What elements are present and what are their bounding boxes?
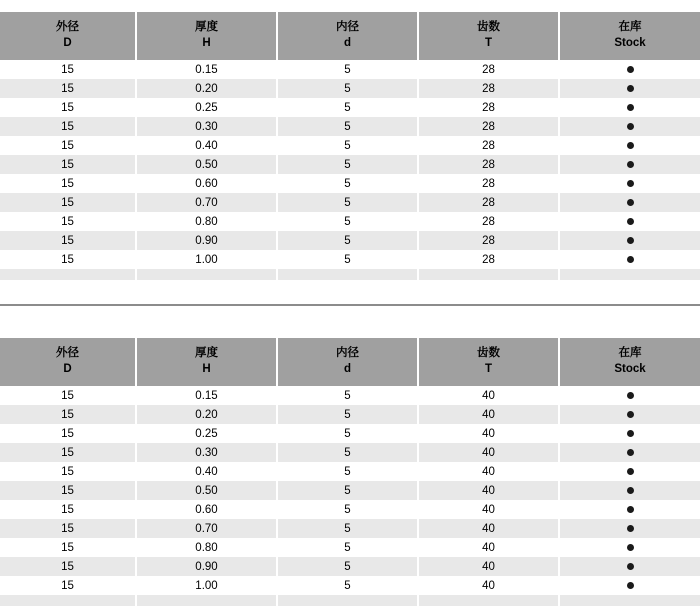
cell-teeth-count: 28 [418, 79, 559, 98]
cell-stock [559, 481, 700, 500]
cell-stock [559, 424, 700, 443]
cell-outer-diameter: 15 [0, 250, 136, 269]
cell-inner-diameter: 5 [277, 136, 418, 155]
stock-dot-icon [627, 525, 634, 532]
cell-thickness: 0.15 [136, 60, 277, 79]
header-label-en: D [63, 36, 72, 49]
stock-dot-icon [627, 430, 634, 437]
cell-outer-diameter: 15 [0, 557, 136, 576]
cell-thickness: 0.20 [136, 79, 277, 98]
stock-dot-icon [627, 142, 634, 149]
cell-thickness: 0.40 [136, 136, 277, 155]
cell-inner-diameter: 5 [277, 424, 418, 443]
cell-inner-diameter: 5 [277, 60, 418, 79]
table-row [0, 174, 700, 193]
cell-stock [559, 500, 700, 519]
cell-inner-diameter: 5 [277, 386, 418, 405]
cell-outer-diameter: 15 [0, 576, 136, 595]
stock-dot-icon [627, 66, 634, 73]
stock-dot-icon [627, 256, 634, 263]
cell-thickness: 0.30 [136, 443, 277, 462]
header-label-en: H [202, 362, 211, 375]
cell-outer-diameter: 15 [0, 519, 136, 538]
stock-dot-icon [627, 392, 634, 399]
header-label-cn: 内径 [336, 347, 359, 360]
column-header-teeth-count [418, 12, 559, 60]
cell-outer-diameter: 15 [0, 443, 136, 462]
cell-inner-diameter: 5 [277, 79, 418, 98]
cell-inner-diameter: 5 [277, 519, 418, 538]
table-row [0, 557, 700, 576]
cell-teeth-count: 40 [418, 481, 559, 500]
table-header [0, 338, 700, 386]
header-label-en: D [63, 362, 72, 375]
cell-teeth-count: 40 [418, 576, 559, 595]
cell-thickness: 0.90 [136, 557, 277, 576]
table-body [0, 60, 700, 280]
table-header [0, 12, 700, 60]
header-label-en: T [484, 362, 493, 375]
cell-thickness: 0.30 [136, 117, 277, 136]
table-row [0, 576, 700, 595]
cell-stock [559, 155, 700, 174]
header-label-en: T [484, 36, 493, 49]
stock-dot-icon [627, 544, 634, 551]
cell-thickness: 0.60 [136, 500, 277, 519]
cell-teeth-count: 40 [418, 462, 559, 481]
cell-outer-diameter: 15 [0, 174, 136, 193]
cell-inner-diameter: 5 [277, 405, 418, 424]
column-header-teeth-count [418, 338, 559, 386]
spec-table-28-teeth [0, 12, 700, 280]
cell-stock [559, 538, 700, 557]
header-label-cn: 齿数 [477, 21, 500, 33]
cell-inner-diameter: 5 [277, 481, 418, 500]
cell-thickness: 0.40 [136, 462, 277, 481]
cell-stock [559, 386, 700, 405]
cell-stock [559, 250, 700, 269]
header-row [0, 338, 700, 386]
cell-thickness: 0.70 [136, 193, 277, 212]
header-label-en: Stock [614, 36, 646, 49]
stock-dot-icon [627, 237, 634, 244]
table-row [0, 481, 700, 500]
cell-outer-diameter: 15 [0, 538, 136, 557]
cell-thickness: 1.00 [136, 576, 277, 595]
header-label-en: d [343, 362, 352, 375]
cell-stock [559, 443, 700, 462]
cell-outer-diameter: 15 [0, 98, 136, 117]
cell-stock [559, 79, 700, 98]
cell-inner-diameter: 5 [277, 174, 418, 193]
cell-teeth-count: 40 [418, 500, 559, 519]
header-label-cn: 内径 [336, 21, 359, 33]
table-footer-band [0, 595, 700, 606]
cell-teeth-count: 40 [418, 538, 559, 557]
cell-stock [559, 174, 700, 193]
stock-dot-icon [627, 449, 634, 456]
table-row [0, 405, 700, 424]
table-footer-band [0, 269, 700, 280]
stock-dot-icon [627, 582, 634, 589]
cell-thickness: 0.80 [136, 538, 277, 557]
stock-dot-icon [627, 468, 634, 475]
cell-teeth-count: 40 [418, 405, 559, 424]
cell-outer-diameter: 15 [0, 462, 136, 481]
cell-inner-diameter: 5 [277, 98, 418, 117]
table-row [0, 60, 700, 79]
table-row [0, 136, 700, 155]
column-header-stock [559, 338, 700, 386]
header-label-cn: 在库 [618, 21, 642, 33]
cell-teeth-count: 40 [418, 557, 559, 576]
cell-outer-diameter: 15 [0, 231, 136, 250]
cell-outer-diameter: 15 [0, 117, 136, 136]
cell-thickness: 0.50 [136, 481, 277, 500]
table-row [0, 250, 700, 269]
table-row [0, 500, 700, 519]
header-label-cn: 齿数 [477, 347, 500, 360]
cell-teeth-count: 28 [418, 231, 559, 250]
column-header-thickness [136, 12, 277, 60]
cell-inner-diameter: 5 [277, 500, 418, 519]
cell-stock [559, 405, 700, 424]
stock-dot-icon [627, 85, 634, 92]
stock-dot-icon [627, 161, 634, 168]
table-row [0, 155, 700, 174]
cell-teeth-count: 28 [418, 212, 559, 231]
cell-stock [559, 60, 700, 79]
cell-teeth-count: 28 [418, 60, 559, 79]
table-row [0, 519, 700, 538]
cell-stock [559, 576, 700, 595]
stock-dot-icon [627, 180, 634, 187]
cell-teeth-count: 28 [418, 98, 559, 117]
cell-outer-diameter: 15 [0, 60, 136, 79]
cell-stock [559, 98, 700, 117]
column-header-outer-diameter [0, 12, 136, 60]
table-row [0, 386, 700, 405]
column-header-inner-diameter [277, 338, 418, 386]
cell-outer-diameter: 15 [0, 136, 136, 155]
cell-outer-diameter: 15 [0, 424, 136, 443]
header-label-cn: 外径 [56, 347, 79, 360]
header-label-cn: 在库 [618, 347, 642, 360]
cell-inner-diameter: 5 [277, 557, 418, 576]
cell-stock [559, 519, 700, 538]
cell-outer-diameter: 15 [0, 193, 136, 212]
column-header-stock [559, 12, 700, 60]
cell-teeth-count: 40 [418, 386, 559, 405]
cell-thickness: 0.15 [136, 386, 277, 405]
cell-inner-diameter: 5 [277, 193, 418, 212]
cell-outer-diameter: 15 [0, 386, 136, 405]
cell-teeth-count: 28 [418, 136, 559, 155]
cell-teeth-count: 40 [418, 443, 559, 462]
cell-thickness: 0.50 [136, 155, 277, 174]
cell-teeth-count: 28 [418, 250, 559, 269]
cell-thickness: 0.70 [136, 519, 277, 538]
cell-stock [559, 212, 700, 231]
cell-thickness: 0.20 [136, 405, 277, 424]
table-row [0, 98, 700, 117]
cell-inner-diameter: 5 [277, 462, 418, 481]
cell-outer-diameter: 15 [0, 500, 136, 519]
cell-outer-diameter: 15 [0, 155, 136, 174]
column-header-inner-diameter [277, 12, 418, 60]
cell-outer-diameter: 15 [0, 212, 136, 231]
header-label-cn: 外径 [56, 21, 79, 33]
stock-dot-icon [627, 563, 634, 570]
cell-inner-diameter: 5 [277, 117, 418, 136]
table-row [0, 231, 700, 250]
table-row [0, 117, 700, 136]
cell-teeth-count: 28 [418, 174, 559, 193]
cell-inner-diameter: 5 [277, 443, 418, 462]
cell-inner-diameter: 5 [277, 538, 418, 557]
column-header-outer-diameter [0, 338, 136, 386]
header-label-cn: 厚度 [195, 21, 218, 33]
stock-dot-icon [627, 104, 634, 111]
section-divider [0, 280, 700, 338]
cell-thickness: 0.25 [136, 98, 277, 117]
stock-dot-icon [627, 411, 634, 418]
cell-teeth-count: 40 [418, 424, 559, 443]
table-row [0, 443, 700, 462]
top-spacer [0, 0, 700, 12]
cell-teeth-count: 28 [418, 117, 559, 136]
cell-inner-diameter: 5 [277, 155, 418, 174]
cell-teeth-count: 28 [418, 193, 559, 212]
stock-dot-icon [627, 123, 634, 130]
table-row [0, 193, 700, 212]
cell-stock [559, 462, 700, 481]
table-row [0, 538, 700, 557]
cell-thickness: 0.60 [136, 174, 277, 193]
cell-teeth-count: 28 [418, 155, 559, 174]
cell-thickness: 0.80 [136, 212, 277, 231]
cell-thickness: 0.90 [136, 231, 277, 250]
cell-inner-diameter: 5 [277, 231, 418, 250]
cell-stock [559, 193, 700, 212]
stock-dot-icon [627, 218, 634, 225]
table-row [0, 212, 700, 231]
cell-thickness: 1.00 [136, 250, 277, 269]
cell-stock [559, 136, 700, 155]
cell-inner-diameter: 5 [277, 212, 418, 231]
cell-teeth-count: 40 [418, 519, 559, 538]
stock-dot-icon [627, 487, 634, 494]
cell-outer-diameter: 15 [0, 481, 136, 500]
header-label-en: Stock [614, 362, 646, 375]
cell-inner-diameter: 5 [277, 250, 418, 269]
cell-stock [559, 231, 700, 250]
table-row [0, 79, 700, 98]
cell-inner-diameter: 5 [277, 576, 418, 595]
cell-stock [559, 117, 700, 136]
header-row [0, 12, 700, 60]
cell-outer-diameter: 15 [0, 405, 136, 424]
header-label-en: H [202, 36, 211, 49]
stock-dot-icon [627, 199, 634, 206]
header-label-en: d [343, 36, 352, 49]
cell-stock [559, 557, 700, 576]
column-header-thickness [136, 338, 277, 386]
stock-dot-icon [627, 506, 634, 513]
spec-table-40-teeth [0, 338, 700, 606]
header-label-cn: 厚度 [195, 347, 218, 360]
table-row [0, 424, 700, 443]
table-row [0, 462, 700, 481]
cell-thickness: 0.25 [136, 424, 277, 443]
table-body [0, 386, 700, 606]
cell-outer-diameter: 15 [0, 79, 136, 98]
